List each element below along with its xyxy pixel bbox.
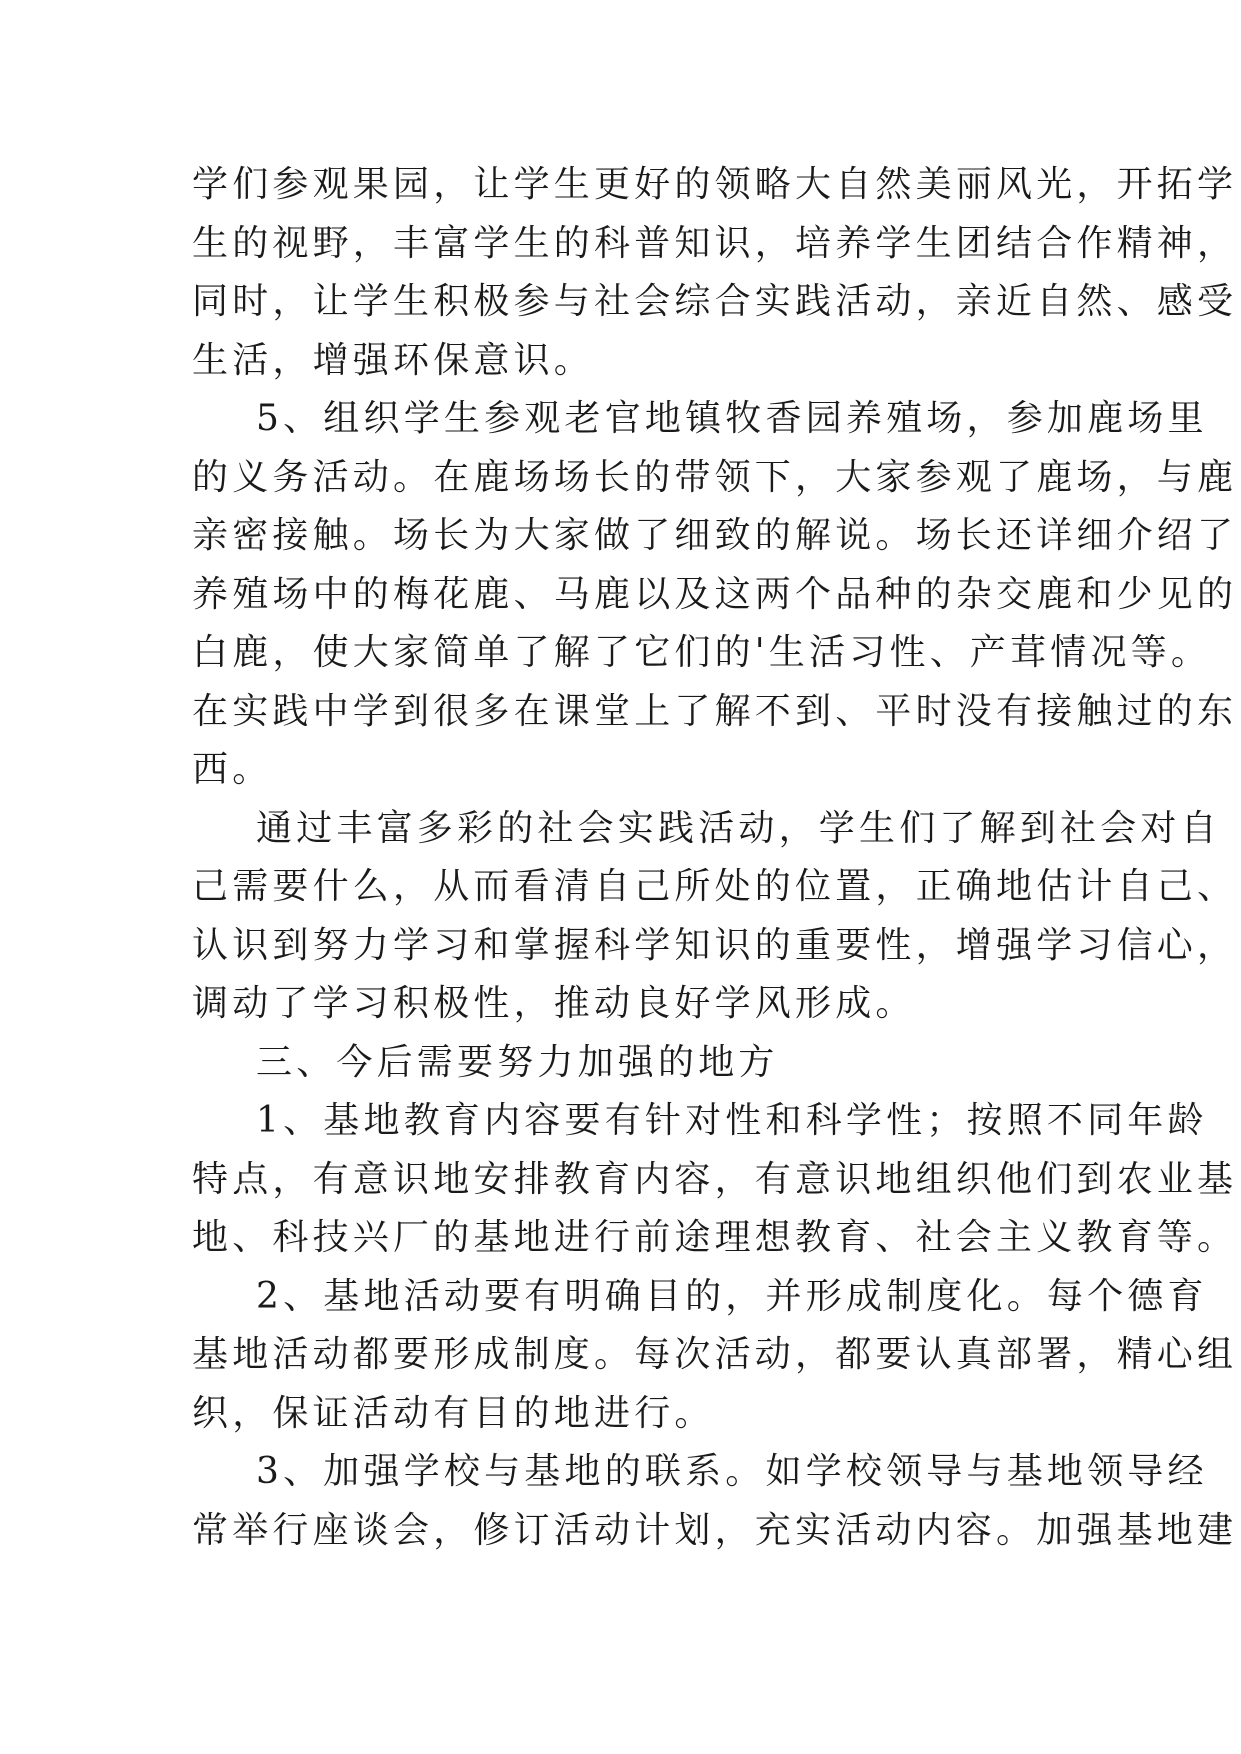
- text-line: 2、基地活动要有明确目的，并形成制度化。每个德育: [256, 1275, 1208, 1317]
- text-line: 5、组织学生参观老官地镇牧香园养殖场，参加鹿场里: [256, 398, 1208, 439]
- text-line: 同时，让学生积极参与社会综合实践活动，亲近自然、感受: [192, 281, 1238, 322]
- text-line: 生活，增强环保意识。: [192, 339, 595, 381]
- text-line: 己需要什么，从而看清自己所处的位置，正确地估计自己、: [192, 866, 1238, 907]
- text-line: 常举行座谈会，修订活动计划，充实活动内容。加强基地建: [192, 1509, 1238, 1551]
- text-line: 1、基地教育内容要有针对性和科学性；按照不同年龄: [256, 1100, 1208, 1141]
- text-line: 白鹿，使大家简单了解了它们的'生活习性、产茸情况等。: [192, 632, 1212, 673]
- text-line: 地、科技兴厂的基地进行前途理想教育、社会主义教育等。: [192, 1217, 1238, 1258]
- text-line: 养殖场中的梅花鹿、马鹿以及这两个品种的杂交鹿和少见的: [192, 573, 1238, 615]
- text-line: 西。: [192, 749, 273, 790]
- text-line: 在实践中学到很多在课堂上了解不到、平时没有接触过的东: [192, 690, 1238, 732]
- text-line: 织，保证活动有目的地进行。: [192, 1392, 715, 1434]
- text-line: 学们参观果园，让学生更好的领略大自然美丽风光，开拓学: [192, 164, 1238, 205]
- text-line: 的义务活动。在鹿场场长的带领下，大家参观了鹿场，与鹿: [192, 456, 1238, 498]
- text-line: 基地活动都要形成制度。每次活动，都要认真部署，精心组: [192, 1334, 1238, 1375]
- text-line: 三、今后需要努力加强的地方: [256, 1041, 779, 1083]
- text-line: 3、加强学校与基地的联系。如学校领导与基地领导经: [256, 1451, 1208, 1492]
- text-line: 调动了学习积极性，推动良好学风形成。: [192, 983, 916, 1024]
- text-line: 通过丰富多彩的社会实践活动，学生们了解到社会对自: [256, 807, 1221, 849]
- document-body: [192, 156, 1238, 1560]
- text-line: 认识到努力学习和掌握科学知识的重要性，增强学习信心，: [192, 924, 1238, 966]
- text-line: 生的视野，丰富学生的科普知识，培养学生团结合作精神，: [192, 222, 1238, 264]
- text-line: 亲密接触。场长为大家做了细致的解说。场长还详细介绍了: [192, 515, 1238, 556]
- text-line: 特点，有意识地安排教育内容，有意识地组织他们到农业基: [192, 1158, 1238, 1200]
